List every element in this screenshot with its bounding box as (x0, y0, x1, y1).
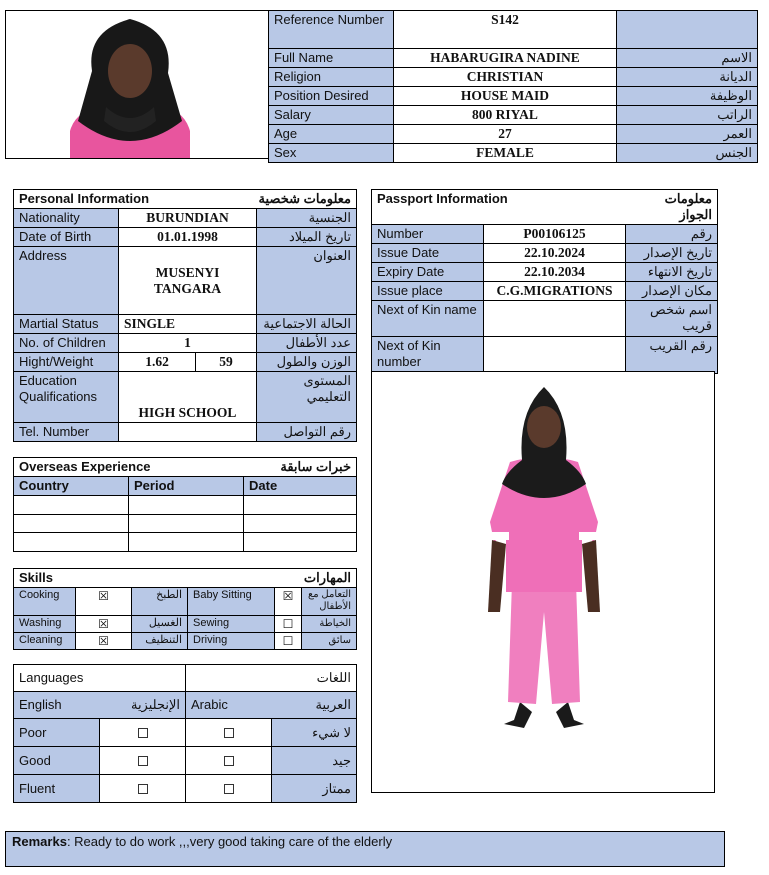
cell (14, 496, 129, 515)
skill-baby-sitting-ar: التعامل مع الأطفال (302, 588, 357, 616)
remarks-text: : Ready to do work ,,,very good taking care of the elderly (66, 834, 393, 849)
table-row (14, 496, 357, 515)
address-label: Address (14, 247, 119, 315)
skills-title-ar: المهارات (188, 569, 357, 588)
age-ar: العمر (617, 125, 758, 144)
nationality-ar: الجنسية (257, 209, 357, 228)
skill-sewing-ar: الخياطة (302, 616, 357, 633)
level-good: Good (14, 747, 100, 775)
kin-name-value (484, 301, 626, 337)
personal-info-table (13, 189, 357, 442)
overseas-title-ar: خبرات سابقة (244, 458, 357, 477)
washing-checkbox[interactable]: ☒ (76, 616, 132, 633)
cell (14, 515, 129, 533)
full-body-photo (372, 372, 714, 792)
issue-place-label: Issue place (372, 282, 484, 301)
arabic-poor-checkbox[interactable] (224, 728, 234, 738)
issue-date-label: Issue Date (372, 244, 484, 263)
level-poor: Poor (14, 719, 100, 747)
skill-washing: Washing (14, 616, 76, 633)
table-row (14, 533, 357, 552)
issue-date-ar: تاريخ الإصدار (626, 244, 718, 263)
education-label: Education Qualifications (14, 372, 119, 423)
skill-cleaning-ar: التنظيف (132, 633, 188, 650)
position-ar: الوظيفة (617, 87, 758, 106)
skill-cooking-ar: الطبخ (132, 588, 188, 616)
children-value: 1 (119, 334, 257, 353)
languages-title: Languages (14, 665, 186, 692)
col-country: Country (14, 477, 129, 496)
cell (129, 515, 244, 533)
cell (244, 533, 357, 552)
personal-title: Personal Information (14, 190, 196, 209)
passport-title: Passport Information (372, 190, 626, 225)
expiry-date-label: Expiry Date (372, 263, 484, 282)
reference-value: S142 (394, 11, 617, 49)
marital-label: Martial Status (14, 315, 119, 334)
salary-label: Salary (269, 106, 394, 125)
marital-value: SINGLE (119, 315, 257, 334)
overseas-title: Overseas Experience (14, 458, 244, 477)
cell (14, 533, 129, 552)
level-fluent-ar: ممتاز (272, 775, 357, 803)
position-label: Position Desired (269, 87, 394, 106)
cleaning-checkbox[interactable]: ☒ (76, 633, 132, 650)
skills-table (13, 568, 357, 650)
skill-row (14, 616, 357, 633)
skill-cleaning: Cleaning (14, 633, 76, 650)
arabic-label-ar: العربية (272, 692, 357, 719)
english-label-ar: الإنجليزية (100, 692, 186, 719)
portrait-photo (6, 11, 268, 158)
children-ar: عدد الأطفال (257, 334, 357, 353)
table-row (14, 515, 357, 533)
issue-place-value: C.G.MIGRATIONS (484, 282, 626, 301)
marital-ar: الحالة الاجتماعية (257, 315, 357, 334)
height-weight-label: Hight/Weight (14, 353, 119, 372)
expiry-date-ar: تاريخ الانتهاء (626, 263, 718, 282)
height-weight-ar: الوزن والطول (257, 353, 357, 372)
arabic-poor-cell (186, 719, 272, 747)
education-value: HIGH SCHOOL (119, 372, 257, 423)
sex-label: Sex (269, 144, 394, 163)
kin-number-value (484, 337, 626, 374)
salary-value: 800 RIYAL (394, 106, 617, 125)
sex-value: FEMALE (394, 144, 617, 163)
expiry-date-value: 22.10.2034 (484, 263, 626, 282)
cooking-checkbox[interactable]: ☒ (76, 588, 132, 616)
reference-label: Reference Number (269, 11, 394, 49)
nationality-value: BURUNDIAN (119, 209, 257, 228)
english-fluent-checkbox[interactable] (138, 784, 148, 794)
salary-ar: الراتب (617, 106, 758, 125)
skill-row (14, 633, 357, 650)
tel-label: Tel. Number (14, 423, 119, 442)
cell (129, 496, 244, 515)
full-body-photo-frame (371, 371, 715, 793)
education-ar: المستوى التعليمي (257, 372, 357, 423)
passport-number-ar: رقم (626, 225, 718, 244)
arabic-good-checkbox[interactable] (224, 756, 234, 766)
english-poor-cell (100, 719, 186, 747)
language-level-row (14, 747, 357, 775)
passport-info-table (371, 189, 718, 374)
address-value: MUSENYI TANGARA (119, 247, 257, 315)
religion-label: Religion (269, 68, 394, 87)
sex-ar: الجنس (617, 144, 758, 163)
passport-number-value: P00106125 (484, 225, 626, 244)
address-ar: العنوان (257, 247, 357, 315)
religion-value: CHRISTIAN (394, 68, 617, 87)
language-level-row (14, 719, 357, 747)
languages-table (13, 664, 357, 803)
english-fluent-cell (100, 775, 186, 803)
arabic-fluent-checkbox[interactable] (224, 784, 234, 794)
age-value: 27 (394, 125, 617, 144)
english-poor-checkbox[interactable] (138, 728, 148, 738)
tel-ar: رقم التواصل (257, 423, 357, 442)
full-name-ar: الاسم (617, 49, 758, 68)
full-name-value: HABARUGIRA NADINE (394, 49, 617, 68)
portrait-photo-frame (5, 10, 269, 159)
overseas-experience-table (13, 457, 357, 552)
children-label: No. of Children (14, 334, 119, 353)
issue-date-value: 22.10.2024 (484, 244, 626, 263)
level-poor-ar: لا شيء (272, 719, 357, 747)
col-period: Period (129, 477, 244, 496)
skill-washing-ar: الغسيل (132, 616, 188, 633)
col-date: Date (244, 477, 357, 496)
kin-name-label: Next of Kin name (372, 301, 484, 337)
baby-sitting-checkbox[interactable]: ☒ (275, 588, 302, 616)
skill-driving: Driving (188, 633, 275, 650)
skill-cooking: Cooking (14, 588, 76, 616)
cell (129, 533, 244, 552)
english-good-checkbox[interactable] (138, 756, 148, 766)
skill-baby-sitting: Baby Sitting (188, 588, 275, 616)
remarks-box (5, 831, 725, 867)
english-label: English (14, 692, 100, 719)
skill-sewing: Sewing (188, 616, 275, 633)
arabic-good-cell (186, 747, 272, 775)
cell (244, 515, 357, 533)
skill-row (14, 588, 357, 616)
languages-title-ar: اللغات (186, 665, 357, 692)
dob-ar: تاريخ الميلاد (257, 228, 357, 247)
dob-value: 01.01.1998 (119, 228, 257, 247)
level-good-ar: جيد (272, 747, 357, 775)
kin-number-ar: رقم القريب (626, 337, 718, 374)
level-fluent: Fluent (14, 775, 100, 803)
passport-title-ar: معلومات الجواز (626, 190, 718, 225)
weight-value: 59 (196, 353, 257, 372)
skill-driving-ar: سائق (302, 633, 357, 650)
remarks-label: Remarks (12, 834, 67, 849)
driving-checkbox[interactable]: ☐ (275, 633, 302, 650)
nationality-label: Nationality (14, 209, 119, 228)
tel-value (119, 423, 257, 442)
kin-number-label: Next of Kin number (372, 337, 484, 374)
height-value: 1.62 (119, 353, 196, 372)
cell (244, 496, 357, 515)
sewing-checkbox[interactable]: ☐ (275, 616, 302, 633)
kin-name-ar: اسم شخص قريب (626, 301, 718, 337)
passport-number-label: Number (372, 225, 484, 244)
dob-label: Date of Birth (14, 228, 119, 247)
reference-blank (617, 11, 758, 49)
personal-title-ar: معلومات شخصية (196, 190, 357, 209)
arabic-fluent-cell (186, 775, 272, 803)
header-table (268, 10, 758, 163)
issue-place-ar: مكان الإصدار (626, 282, 718, 301)
religion-ar: الديانة (617, 68, 758, 87)
skills-title: Skills (14, 569, 188, 588)
language-level-row (14, 775, 357, 803)
age-label: Age (269, 125, 394, 144)
position-value: HOUSE MAID (394, 87, 617, 106)
english-good-cell (100, 747, 186, 775)
full-name-label: Full Name (269, 49, 394, 68)
arabic-label: Arabic (186, 692, 272, 719)
